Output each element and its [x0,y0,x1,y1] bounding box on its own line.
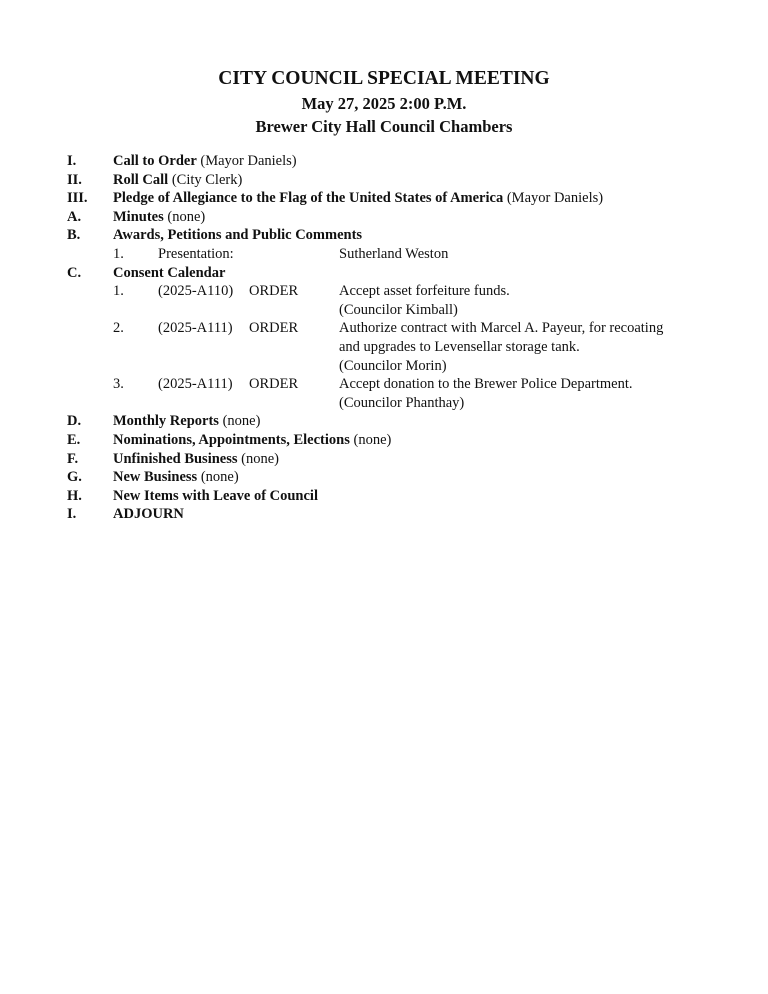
item-number: II. [67,171,82,188]
agenda-item-adjourn [0,506,768,525]
order-description: Accept asset forfeiture funds. [339,283,510,300]
item-title [113,451,279,468]
order-description-continued: and upgrades to Levensellar storage tank. [339,338,580,355]
item-title [113,153,297,170]
sub-item-description: Sutherland Weston [339,245,449,262]
item-title [113,172,242,189]
item-number: I. [67,506,77,523]
consent-order-row-continued [0,302,768,321]
item-heading: Pledge of Allegiance to the Flag of the United States of America [113,190,504,207]
meeting-date-time: May 27, 2025 2:00 P.M. [301,94,467,113]
order-type: ORDER [249,320,299,337]
item-number: B. [67,227,81,244]
meeting-location: Brewer City Hall Council Chambers [255,117,513,136]
consent-order-row [0,320,768,339]
item-note: (Mayor Daniels) [196,153,297,169]
sub-item-label: Presentation: [158,245,234,262]
item-heading: Minutes [113,208,164,225]
consent-order-row-continued [0,358,768,377]
awards-sub-item [0,246,768,265]
item-title [113,265,225,282]
order-sponsor: (Councilor Phanthay) [339,394,465,411]
agenda-item-pledge [0,190,768,209]
item-note: (none) [197,469,239,486]
item-note: (City Clerk) [168,171,243,188]
item-number: I. [67,153,77,169]
item-note: (none) [163,208,206,225]
order-sponsor: (Councilor Kimball) [339,301,458,318]
item-number: E. [67,431,81,448]
item-title [113,488,318,505]
item-title [113,413,260,430]
item-number: G. [67,469,82,486]
agenda-item-unfinished-business [0,451,768,470]
item-title [113,432,391,449]
item-number: D. [67,413,82,430]
consent-order-row-continued [0,395,768,414]
item-note: (Mayor Daniels) [503,190,604,207]
agenda-item-minutes [0,209,768,228]
item-note: (none) [237,450,279,467]
agenda-item-nominations [0,432,768,451]
order-number: 3. [113,376,124,393]
item-heading: ADJOURN [113,506,184,523]
item-title [113,190,603,207]
item-heading: Monthly Reports [113,413,219,430]
consent-order-row [0,283,768,302]
order-code: (2025-A111) [158,376,233,393]
item-number: C. [67,264,82,281]
agenda-item-new-business [0,469,768,488]
agenda-item-consent-calendar [0,265,768,284]
agenda-item-roll-call [0,172,768,191]
item-heading: Nominations, Appointments, Elections [113,431,350,448]
agenda-item-monthly-reports [0,413,768,432]
agenda-list [0,153,768,525]
item-number: H. [67,487,82,504]
item-heading: Unfinished Business [113,450,238,467]
order-sponsor: (Councilor Morin) [339,357,447,374]
item-number: F. [67,450,79,467]
item-title [113,227,362,244]
order-description: Accept donation to the Brewer Police Department. [339,376,633,393]
item-note: (none) [218,413,261,430]
item-title [113,469,239,486]
consent-order-row [0,376,768,395]
order-code: (2025-A111) [158,320,233,337]
item-number: A. [67,208,82,225]
item-title [113,209,205,226]
consent-order-row-continued [0,339,768,358]
meeting-title: CITY COUNCIL SPECIAL MEETING [218,68,550,89]
sub-item-number: 1. [113,245,124,262]
item-note: (none) [349,431,392,448]
item-heading: Consent Calendar [113,264,226,281]
agenda-item-call-to-order [0,153,768,172]
order-code: (2025-A110) [158,283,234,300]
agenda-item-new-items [0,488,768,507]
item-heading: Call to Order [113,153,197,169]
order-type: ORDER [249,283,299,300]
order-number: 1. [113,283,124,300]
order-description: Authorize contract with Marcel A. Payeur, for recoating [339,320,664,337]
order-type: ORDER [249,376,299,393]
order-number: 2. [113,320,124,337]
item-heading: Roll Call [113,171,169,188]
item-heading: Awards, Petitions and Public Comments [113,227,363,244]
item-title [113,506,184,523]
item-number: III. [67,190,88,207]
item-heading: New Items with Leave of Council [113,487,318,504]
item-heading: New Business [113,469,198,486]
agenda-item-awards [0,227,768,246]
